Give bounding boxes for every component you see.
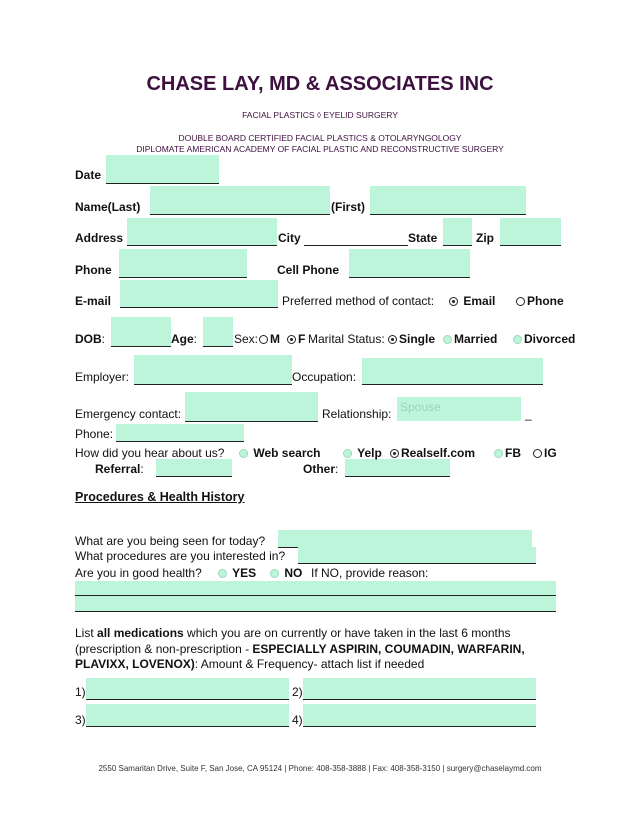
cert-line-1: DOUBLE BOARD CERTIFIED FACIAL PLASTICS & OTOLARYNGOLOGY [178,133,462,143]
practice-title: CHASE LAY, MD & ASSOCIATES INC [146,73,494,95]
web-search-label: Web search [253,446,321,460]
emergency-contact-label: Emergency contact: [75,407,182,421]
realself-label: Realself.com [401,446,476,460]
sex-f-label: F [298,332,306,346]
emergency-phone-label: Phone: [75,427,114,441]
fb-label: FB [505,446,521,460]
zip-field[interactable] [500,218,561,246]
yelp-checkbox[interactable] [343,446,382,460]
marital-status-label: Marital Status: [308,332,385,346]
no-label: NO [284,566,303,580]
phone-field[interactable] [119,249,247,278]
married-label: Married [454,332,498,346]
address-label: Address [75,231,124,245]
radio-icon [533,449,542,458]
web-search-checkbox[interactable] [239,446,321,460]
address-field[interactable] [127,218,277,246]
med-1-field[interactable] [86,678,289,700]
med-2-field[interactable] [303,678,536,700]
city-field[interactable] [304,232,408,246]
underscore: _ [525,407,532,421]
health-yes-radio[interactable] [218,566,256,580]
yelp-label: Yelp [357,446,382,460]
ig-checkbox[interactable] [533,446,557,460]
dob-label: DOB: [75,332,106,346]
last-name-label: Name(Last) [75,200,141,214]
radio-icon [513,335,522,344]
other-label: Other: [303,462,339,476]
single-radio[interactable] [388,332,435,346]
radio-icon [516,297,525,306]
radio-icon [343,449,352,458]
radio-selected-icon [390,449,399,458]
interested-field[interactable] [298,547,536,564]
good-health-label: Are you in good health? [75,566,202,580]
subtitle: FACIAL PLASTICS ◊ EYELID SURGERY [242,110,398,120]
cell-phone-label: Cell Phone [277,263,340,277]
age-field[interactable] [203,317,233,347]
medications-line-3: PLAVIXX, LOVENOX): Amount & Frequency- attach list if needed [75,657,425,671]
ig-label: IG [544,446,557,460]
state-label: State [408,231,438,245]
cert-line-2: DIPLOMATE AMERICAN ACADEMY OF FACIAL PLASTIC AND RECONSTRUCTIVE SURGERY [136,144,504,154]
dob-field[interactable] [111,317,171,347]
radio-selected-icon [287,335,296,344]
procedures-heading: Procedures & Health History [75,490,245,504]
last-name-field[interactable] [150,186,330,215]
sex-f-radio[interactable] [287,332,305,346]
med-3-label: 3) [75,713,86,727]
referral-label: Referral: [95,462,144,476]
med-2-label: 2) [292,685,303,699]
first-name-label: (First) [331,200,365,214]
footer-contact: 2550 Samaritan Drive, Suite F, San Jose, CA 95124 | Phone: 408-358-3888 | Fax: 408-358-3150 | surgery@chaselaymd.com [98,764,542,773]
date-label: Date [75,168,102,182]
employer-label: Employer: [75,370,130,384]
med-4-label: 4) [292,713,303,727]
relationship-label: Relationship: [322,407,392,421]
med-1-label: 1) [75,685,86,699]
med-4-field[interactable] [303,704,536,727]
divorced-radio[interactable] [513,332,575,346]
radio-icon [270,569,279,578]
radio-icon [259,335,268,344]
reason-field-2[interactable] [75,596,556,612]
hear-about-label: How did you hear about us? [75,446,225,460]
employer-field[interactable] [134,355,292,385]
email-label: E-mail [75,294,112,308]
sex-label: Sex: [234,332,259,346]
radio-icon [494,449,503,458]
referral-field[interactable] [156,459,232,477]
zip-label: Zip [476,231,494,245]
pref-phone-radio[interactable] [516,294,564,308]
divorced-label: Divorced [524,332,576,346]
married-radio[interactable] [443,332,497,346]
radio-icon [239,449,248,458]
radio-selected-icon [449,297,458,306]
reason-label: If NO, provide reason: [311,566,429,580]
medications-line-2: (prescription & non-prescription - ESPECIALLY ASPIRIN, COUMADIN, WARFARIN, [75,642,525,656]
relationship-field[interactable]: Spouse [397,397,521,421]
pref-email-label: Email [463,294,496,308]
emergency-contact-field[interactable] [185,392,318,422]
email-field[interactable] [120,280,278,308]
radio-selected-icon [388,335,397,344]
cell-phone-field[interactable] [349,249,470,278]
first-name-field[interactable] [370,186,526,215]
realself-checkbox[interactable] [390,446,475,460]
reason-field-1[interactable] [75,581,556,596]
seen-for-field[interactable] [278,530,532,548]
state-field[interactable] [443,218,472,246]
interested-label: What procedures are you interested in? [75,549,286,563]
preferred-contact-label: Preferred method of contact: [282,294,435,308]
medications-line-1: List all medications which you are on currently or have taken in the last 6 months [75,626,511,640]
city-label: City [278,231,301,245]
sex-m-radio[interactable] [259,332,280,346]
seen-for-label: What are you being seen for today? [75,534,266,548]
health-no-radio[interactable] [270,566,302,580]
fb-checkbox[interactable] [494,446,521,460]
pref-phone-label: Phone [527,294,564,308]
occupation-field[interactable] [362,358,543,385]
emergency-phone-field[interactable] [116,424,244,442]
pref-email-radio[interactable] [449,294,495,308]
radio-icon [443,335,452,344]
other-field[interactable] [345,459,450,477]
yes-label: YES [232,566,257,580]
age-label: Age: [171,332,198,346]
date-field[interactable] [106,155,219,184]
sex-m-label: M [270,332,280,346]
occupation-label: Occupation: [292,370,357,384]
phone-label: Phone [75,263,112,277]
med-3-field[interactable] [86,704,289,727]
single-label: Single [399,332,436,346]
radio-icon [218,569,227,578]
